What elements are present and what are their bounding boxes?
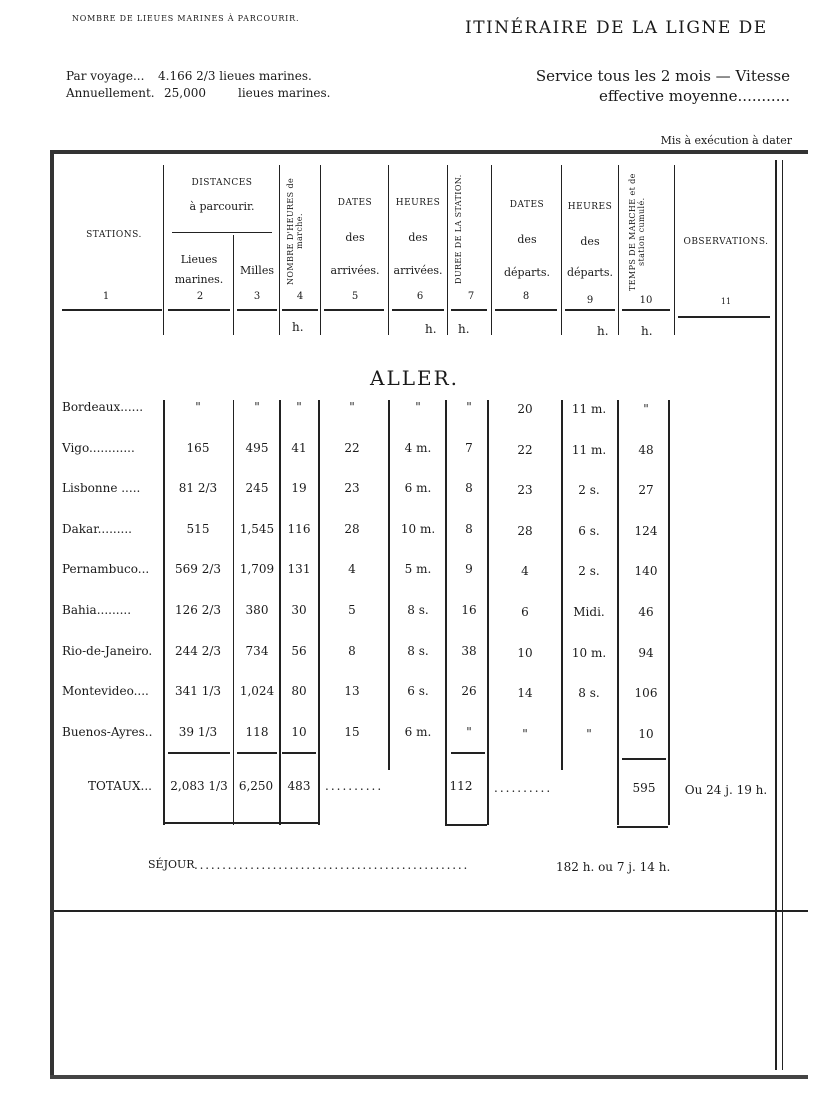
- totals-rule: [622, 758, 666, 760]
- totals-duree: 112: [449, 779, 473, 793]
- cell-lieues: 515: [186, 522, 210, 536]
- col-line: [163, 165, 164, 335]
- per-voyage-value: 4.166 2/3 lieues marines.: [158, 69, 312, 83]
- totals-heures: 483: [287, 779, 311, 793]
- cell-heure-dep: Midi.: [573, 605, 605, 619]
- cell-cumul: 106: [634, 686, 658, 700]
- hdr-rule: [622, 309, 670, 311]
- cell-milles: 380: [245, 603, 269, 617]
- cell-cumul: 48: [638, 443, 654, 457]
- cell-cumul: 94: [638, 646, 654, 660]
- col-heures-arr-des: des: [408, 231, 428, 244]
- cell-date-dep: 14: [517, 686, 533, 700]
- station-name: Montevideo....: [62, 684, 149, 698]
- cell-cumul: ": [643, 402, 649, 416]
- cell-date-arr: 23: [344, 481, 360, 495]
- sejour-dots: .................................................: [194, 858, 470, 872]
- hdr-rule: [324, 309, 384, 311]
- col-heures-arr-title: HEURES: [395, 198, 441, 208]
- cell-milles: 118: [245, 725, 269, 739]
- cell-date-arr: 15: [344, 725, 360, 739]
- station-name: Rio-de-Janeiro.: [62, 644, 153, 658]
- col-dates-arr-label: arrivées.: [330, 264, 380, 277]
- station-name: Dakar.........: [62, 522, 132, 536]
- cell-heure-arr: 8 s.: [407, 644, 429, 658]
- cell-heure-dep: 8 s.: [578, 686, 600, 700]
- totals-dots: ..........: [325, 779, 384, 793]
- cell-heures: 116: [287, 522, 311, 536]
- cell-heures: 41: [291, 441, 307, 455]
- cell-milles: 1,709: [239, 562, 275, 576]
- cell-date-arr: 28: [344, 522, 360, 536]
- col-line: [388, 165, 389, 335]
- cell-heure-dep: 6 s.: [578, 524, 600, 538]
- frame-right-outer: [782, 160, 783, 1070]
- cell-lieues: 165: [186, 441, 210, 455]
- cell-heure-dep: 11 m.: [571, 402, 607, 416]
- col-line: [447, 165, 448, 335]
- cell-date-dep: 6: [521, 605, 529, 619]
- distances-rule: [172, 232, 272, 233]
- col-heures-marche-header: NOMBRE D'HEURES de marche.: [286, 177, 304, 285]
- cell-date-arr: 13: [344, 684, 360, 698]
- totals-label: TOTAUX...: [88, 779, 152, 793]
- hdr-rule: [451, 309, 487, 311]
- col-dates-arr-title: DATES: [337, 198, 373, 208]
- col-dates-dep-label: départs.: [504, 266, 550, 279]
- sejour-value: 182 h. ou 7 j. 14 h.: [556, 860, 671, 874]
- cell-heure-arr: 6 m.: [404, 725, 432, 739]
- cell-milles: 734: [245, 644, 269, 658]
- col-number: 11: [720, 297, 732, 306]
- cell-date-dep: 28: [517, 524, 533, 538]
- cell-duree: 26: [461, 684, 477, 698]
- cell-cumul: 27: [638, 483, 654, 497]
- cell-duree: ": [466, 400, 472, 414]
- station-name: Pernambuco...: [62, 562, 150, 576]
- cell-duree: 8: [465, 481, 473, 495]
- cell-cumul: 46: [638, 605, 654, 619]
- cell-date-dep: 20: [517, 402, 533, 416]
- cell-heure-arr: ": [415, 400, 421, 414]
- col-observations-header: OBSERVATIONS.: [683, 237, 769, 247]
- cell-heure-dep: 2 s.: [578, 564, 600, 578]
- totals-rule: [168, 752, 230, 754]
- cell-heures: 30: [291, 603, 307, 617]
- col-line: [388, 400, 390, 770]
- service-line-2: effective moyenne...........: [598, 87, 790, 105]
- cell-heures: 131: [287, 562, 311, 576]
- cell-date-arr: 8: [348, 644, 356, 658]
- hdr-rule: [62, 309, 162, 311]
- cell-duree: 38: [461, 644, 477, 658]
- cell-lieues: 126 2/3: [174, 603, 222, 617]
- col-line: [320, 165, 321, 335]
- cell-milles: 495: [245, 441, 269, 455]
- col-line: [617, 400, 619, 825]
- col-number: 1: [102, 291, 110, 302]
- col-number: 9: [586, 295, 594, 306]
- totals-bottom-rule: [445, 824, 487, 826]
- cell-heures: 10: [291, 725, 307, 739]
- col-distances-sub: à parcourir.: [189, 200, 255, 213]
- totals-rule: [451, 752, 485, 754]
- hdr-rule: [392, 309, 444, 311]
- distance-summary: [66, 68, 331, 102]
- cell-heure-dep: 10 m.: [571, 646, 607, 660]
- col-line: [561, 165, 562, 335]
- col-distances-header: DISTANCES: [191, 178, 253, 188]
- col-heures-dep-des: des: [580, 235, 600, 248]
- col-heures-arr-label: arrivées.: [393, 264, 443, 277]
- cell-heure-arr: 6 s.: [407, 684, 429, 698]
- cell-heure-dep: 11 m.: [571, 443, 607, 457]
- col-temps-header: TEMPS DE MARCHE et de station cumulé.: [628, 173, 646, 291]
- sejour-label: SÉJOUR: [148, 858, 195, 871]
- cell-lieues: 341 1/3: [174, 684, 222, 698]
- col-number: 10: [639, 295, 653, 306]
- col-line: [233, 235, 234, 335]
- cell-heures: 56: [291, 644, 307, 658]
- station-name: Bahia.........: [62, 603, 132, 617]
- service-line-1: Service tous les 2 mois — Vitesse: [535, 67, 790, 85]
- cell-date-dep: ": [522, 727, 528, 741]
- hdr-rule: [282, 309, 318, 311]
- col-number: 6: [416, 291, 424, 302]
- cell-heures: 80: [291, 684, 307, 698]
- cell-date-dep: 23: [517, 483, 533, 497]
- col-number: 3: [253, 291, 261, 302]
- frame-top-border: [50, 150, 808, 154]
- totals-cumul: 595: [632, 781, 656, 795]
- per-voyage-label: Par voyage...: [66, 69, 145, 83]
- unit-h: h.: [425, 322, 437, 336]
- cell-date-dep: 4: [521, 564, 529, 578]
- cell-milles: 245: [245, 481, 269, 495]
- col-line: [279, 165, 280, 335]
- cell-date-arr: 5: [348, 603, 356, 617]
- cell-duree: ": [466, 725, 472, 739]
- col-lieues-header: Lieues marines.: [174, 253, 224, 286]
- totals-milles: 6,250: [238, 779, 274, 793]
- col-dates-dep-des: des: [517, 233, 537, 246]
- cell-duree: 16: [461, 603, 477, 617]
- col-dates-arr-des: des: [345, 231, 365, 244]
- totals-rule: [237, 752, 277, 754]
- totals-lieues: 2,083 1/3: [170, 779, 228, 793]
- unit-h: h.: [292, 320, 304, 334]
- cell-heure-arr: 4 m.: [404, 441, 432, 455]
- annual-unit: lieues marines.: [238, 86, 331, 100]
- col-dates-dep-title: DATES: [509, 200, 545, 210]
- totals-bottom-rule: [163, 822, 318, 824]
- cell-lieues: 81 2/3: [178, 481, 218, 495]
- cell-heures: 19: [291, 481, 307, 495]
- station-name: Bordeaux......: [62, 400, 144, 414]
- col-line: [674, 165, 675, 335]
- col-stations-header: STATIONS.: [86, 230, 142, 240]
- col-milles-header: Milles: [240, 264, 274, 277]
- cell-date-arr: 4: [348, 562, 356, 576]
- cell-duree: 9: [465, 562, 473, 576]
- hdr-rule: [168, 309, 230, 311]
- cell-heure-arr: 5 m.: [404, 562, 432, 576]
- col-number: 5: [351, 291, 359, 302]
- cell-lieues: 569 2/3: [174, 562, 222, 576]
- col-heures-dep-title: HEURES: [567, 202, 613, 212]
- unit-h: h.: [597, 324, 609, 338]
- cell-cumul: 10: [638, 727, 654, 741]
- cell-date-arr: 22: [344, 441, 360, 455]
- cell-date-dep: 22: [517, 443, 533, 457]
- hdr-rule: [237, 309, 277, 311]
- right-title: ITINÉRAIRE DE LA LIGNE DE: [465, 18, 768, 38]
- section-divider: [54, 910, 808, 912]
- cell-milles: 1,545: [239, 522, 275, 536]
- col-number: 2: [196, 291, 204, 302]
- totals-observation: Ou 24 j. 19 h.: [684, 783, 768, 797]
- cell-heure-arr: 6 m.: [404, 481, 432, 495]
- hdr-rule: [565, 309, 615, 311]
- cell-duree: 7: [465, 441, 473, 455]
- cell-heures: ": [296, 400, 302, 414]
- col-line: [491, 165, 492, 335]
- execution-date: Mis à exécution à dater: [660, 134, 792, 147]
- cell-cumul: 124: [634, 524, 658, 538]
- cell-lieues: ": [195, 400, 201, 414]
- station-name: Lisbonne .....: [62, 481, 141, 495]
- cell-date-arr: ": [349, 400, 355, 414]
- cell-heure-arr: 10 m.: [400, 522, 436, 536]
- col-line: [618, 165, 619, 335]
- cell-date-dep: 10: [517, 646, 533, 660]
- col-line: [318, 400, 320, 825]
- cell-cumul: 140: [634, 564, 658, 578]
- cell-heure-dep: 2 s.: [578, 483, 600, 497]
- col-duree-header: DURÉE DE LA STATION.: [454, 174, 463, 284]
- cell-duree: 8: [465, 522, 473, 536]
- station-name: Vigo............: [62, 441, 135, 455]
- cell-milles: 1,024: [239, 684, 275, 698]
- col-number: 8: [522, 291, 530, 302]
- annual-label: Annuellement.: [66, 86, 155, 100]
- frame-right-inner: [775, 160, 777, 1070]
- col-number: 7: [467, 291, 475, 302]
- totals-bottom-rule: [617, 826, 668, 828]
- hdr-rule: [495, 309, 557, 311]
- totals-dots-2: ..........: [494, 781, 553, 795]
- cell-milles: ": [254, 400, 260, 414]
- section-title: ALLER.: [370, 366, 460, 390]
- cell-lieues: 39 1/3: [178, 725, 218, 739]
- hdr-rule: [678, 316, 770, 318]
- cell-lieues: 244 2/3: [174, 644, 222, 658]
- totals-rule: [282, 752, 316, 754]
- station-name: Buenos-Ayres..: [62, 725, 153, 739]
- unit-h: h.: [458, 322, 470, 336]
- frame-left-border: [50, 150, 54, 1078]
- unit-h: h.: [641, 324, 653, 338]
- cell-heure-dep: ": [586, 727, 592, 741]
- frame-bottom-border: [50, 1075, 808, 1079]
- col-number: 4: [296, 291, 304, 302]
- annual-value: 25,000: [164, 86, 206, 100]
- col-heures-dep-label: départs.: [567, 266, 613, 279]
- cell-heure-arr: 8 s.: [407, 603, 429, 617]
- service-info: [480, 66, 790, 106]
- left-title: NOMBRE DE LIEUES MARINES À PARCOURIR.: [72, 14, 300, 23]
